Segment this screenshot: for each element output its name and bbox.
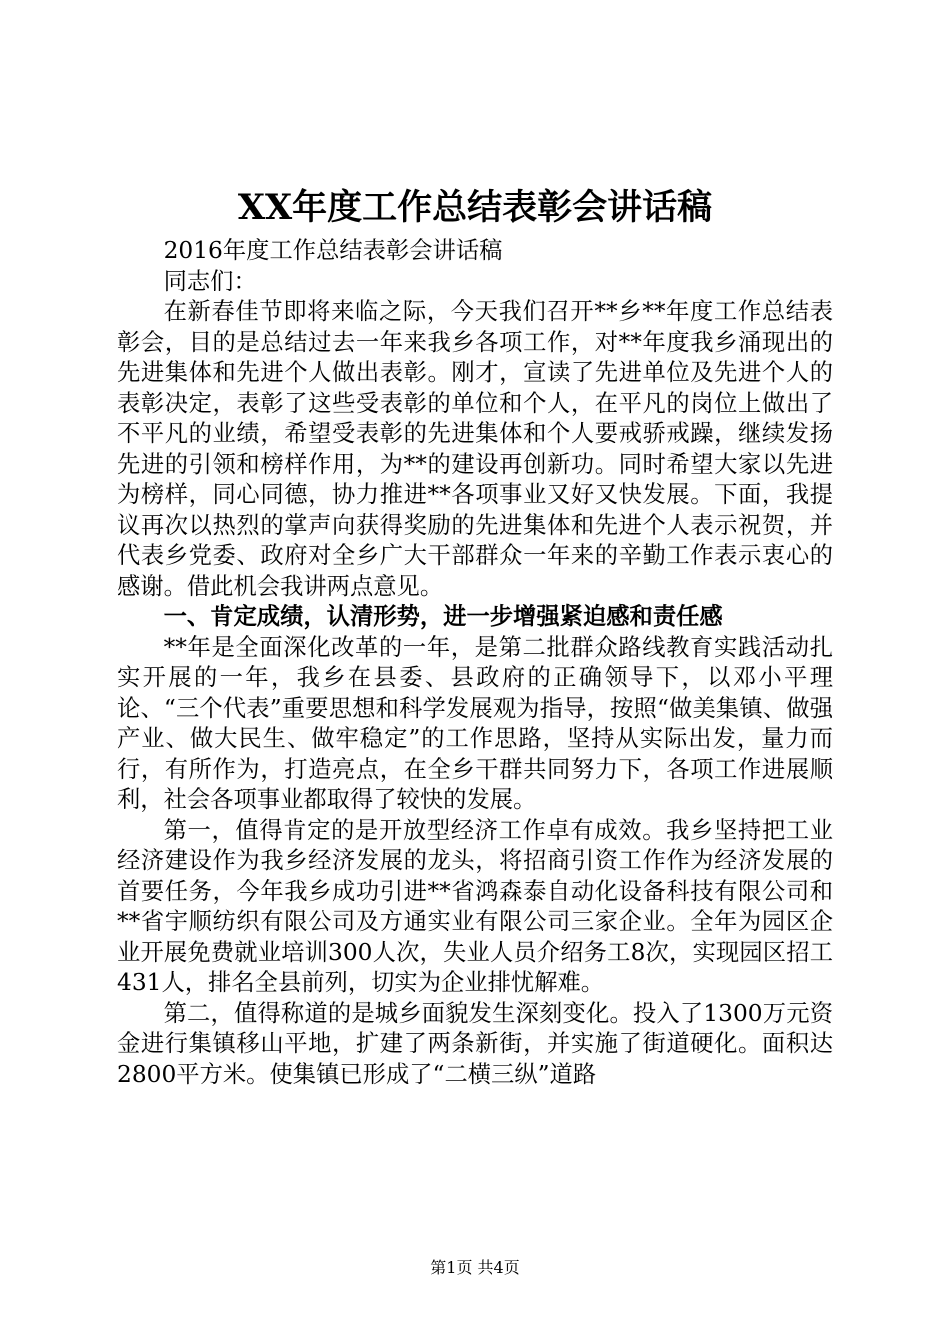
salutation-paragraph: 同志们： bbox=[163, 267, 257, 295]
section-heading: 一、肯定成绩，认清形势，进一步增强紧迫感和责任感 bbox=[163, 603, 723, 630]
document-title: XX年度工作总结表彰会讲话稿 bbox=[237, 187, 713, 228]
body-paragraph: 第二，值得称道的是城乡面貌发生深刻变化。投入了1300万元资金进行集镇移山平地，扩建了两条新街，并实施了街道硬化。面积达2800平方米。使集镇已形成了“二横三纵”道路 bbox=[117, 999, 833, 1088]
subtitle-paragraph: 2016年度工作总结表彰会讲话稿 bbox=[163, 237, 503, 264]
document-body bbox=[117, 236, 833, 1090]
page-number-footer: 第1页 共4页 bbox=[430, 1258, 520, 1277]
body-paragraph: 第一，值得肯定的是开放型经济工作卓有成效。我乡坚持把工业经济建设作为我乡经济发展的龙头，将招商引资工作作为经济发展的首要任务，今年我乡成功引进**省鸿森泰自动化设备科技有限公司和**省宇顺纺织有限公司及方通实业有限公司三家企业。全年为园区企业开展免费就业培训300人次，失业人员介绍务工8次，实现园区招工431人，排名全县前列，切实为企业排忧解难。 bbox=[117, 816, 833, 996]
body-paragraph: **年是全面深化改革的一年，是第二批群众路线教育实践活动扎实开展的一年，我乡在县委、县政府的正确领导下，以邓小平理论、“三个代表”重要思想和科学发展观为指导，按照“做美集镇、做强产业、做大民生、做牢稳定”的工作思路，坚持从实际出发，量力而行，有所作为，打造亮点，在全乡干群共同努力下，各项工作进展顺利，社会各项事业都取得了较快的发展。 bbox=[117, 633, 833, 813]
opening-paragraph: 在新春佳节即将来临之际，今天我们召开**乡**年度工作总结表彰会，目的是总结过去一年来我乡各项工作，对**年度我乡涌现出的先进集体和先进个人做出表彰。刚才，宣读了先进单位及先进个人的表彰决定，表彰了这些受表彰的单位和个人，在平凡的岗位上做出了不平凡的业绩，希望受表彰的先进集体和个人要戒骄戒躁，继续发扬先进的引领和榜样作用，为**的建设再创新功。同时希望大家以先进为榜样，同心同德，协力推进**各项事业又好又快发展。下面，我提议再次以热烈的掌声向获得奖励的先进集体和先进个人表示祝贺，并代表乡党委、政府对全乡广大干部群众一年来的辛勤工作表示衷心的感谢。借此机会我讲两点意见。 bbox=[117, 298, 833, 600]
